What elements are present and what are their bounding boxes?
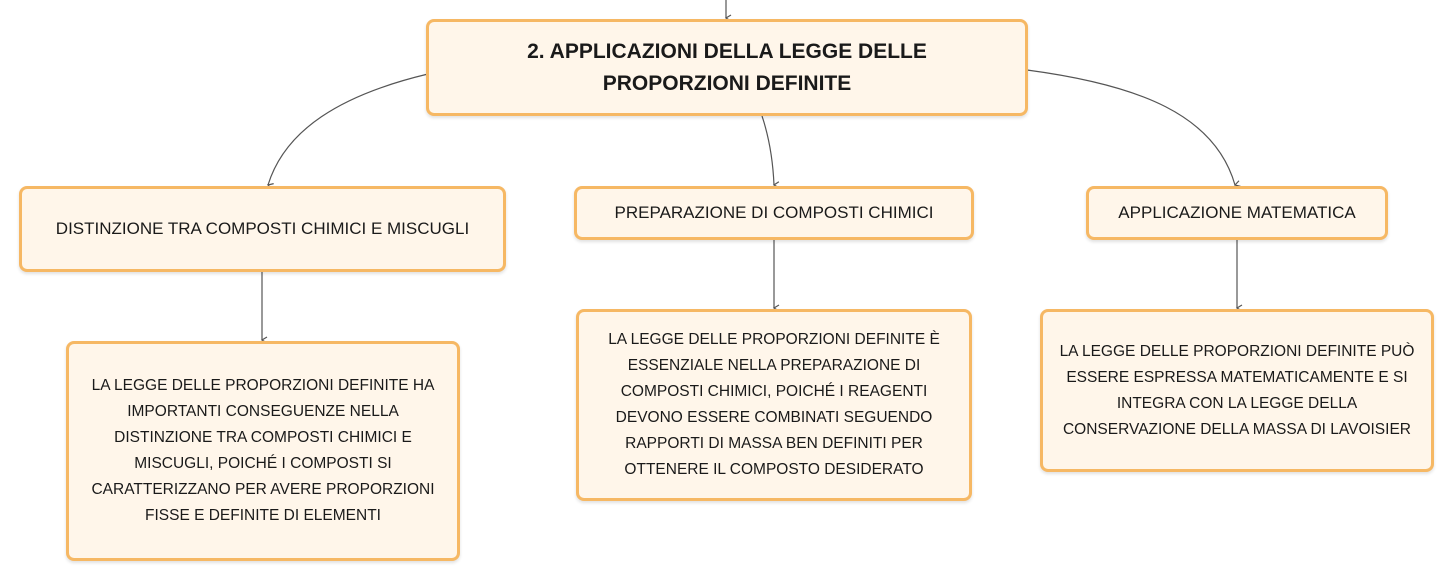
connector-root-to-topic-3: [1027, 70, 1235, 185]
detail-node-text: LA LEGGE DELLE PROPORZIONI DEFINITE HA IMPORTANTI CONSEGUENZE NELLA DISTINZIONE TRA COMPOSTI CHIMICI E MISCUGLI, POICHÉ I COMPOSTI SI CARATTERIZZANO PER AVERE PROPORZIONI FISSE E DEFINITE DI ELEMENTI: [91, 377, 435, 524]
detail-node-text: LA LEGGE DELLE PROPORZIONI DEFINITE È ESSENZIALE NELLA PREPARAZIONE DI COMPOSTI CHIMICI, POICHÉ I REAGENTI DEVONO ESSERE COMBINATI SEGUENDO RAPPORTI DI MASSA BEN DEFINITI PER OTTENERE IL COMPOSTO DESIDERATO: [608, 331, 940, 478]
detail-node-preparazione[interactable]: [576, 309, 972, 501]
topic-node-label: PREPARAZIONE DI COMPOSTI CHIMICI: [614, 203, 934, 222]
detail-node-applicazione[interactable]: [1040, 309, 1434, 472]
topic-node-preparazione[interactable]: [574, 186, 974, 240]
detail-node-text: LA LEGGE DELLE PROPORZIONI DEFINITE PUÒ ESSERE ESPRESSA MATEMATICAMENTE E SI INTEGRA CON LA LEGGE DELLA CONSERVAZIONE DELLA MASSA DI LAVOISIER: [1059, 342, 1415, 438]
topic-node-applicazione[interactable]: [1086, 186, 1388, 240]
detail-node-distinzione[interactable]: [66, 341, 460, 561]
connector-root-to-topic-2: [762, 116, 774, 185]
root-node[interactable]: [426, 19, 1028, 116]
topic-node-distinzione[interactable]: [19, 186, 506, 272]
root-node-label: 2. APPLICAZIONI DELLA LEGGE DELLE PROPORZIONI DEFINITE: [527, 39, 927, 95]
topic-node-label: APPLICAZIONE MATEMATICA: [1118, 203, 1356, 222]
connector-root-to-topic-1: [268, 74, 428, 185]
topic-node-label: DISTINZIONE TRA COMPOSTI CHIMICI E MISCUGLI: [55, 219, 470, 238]
